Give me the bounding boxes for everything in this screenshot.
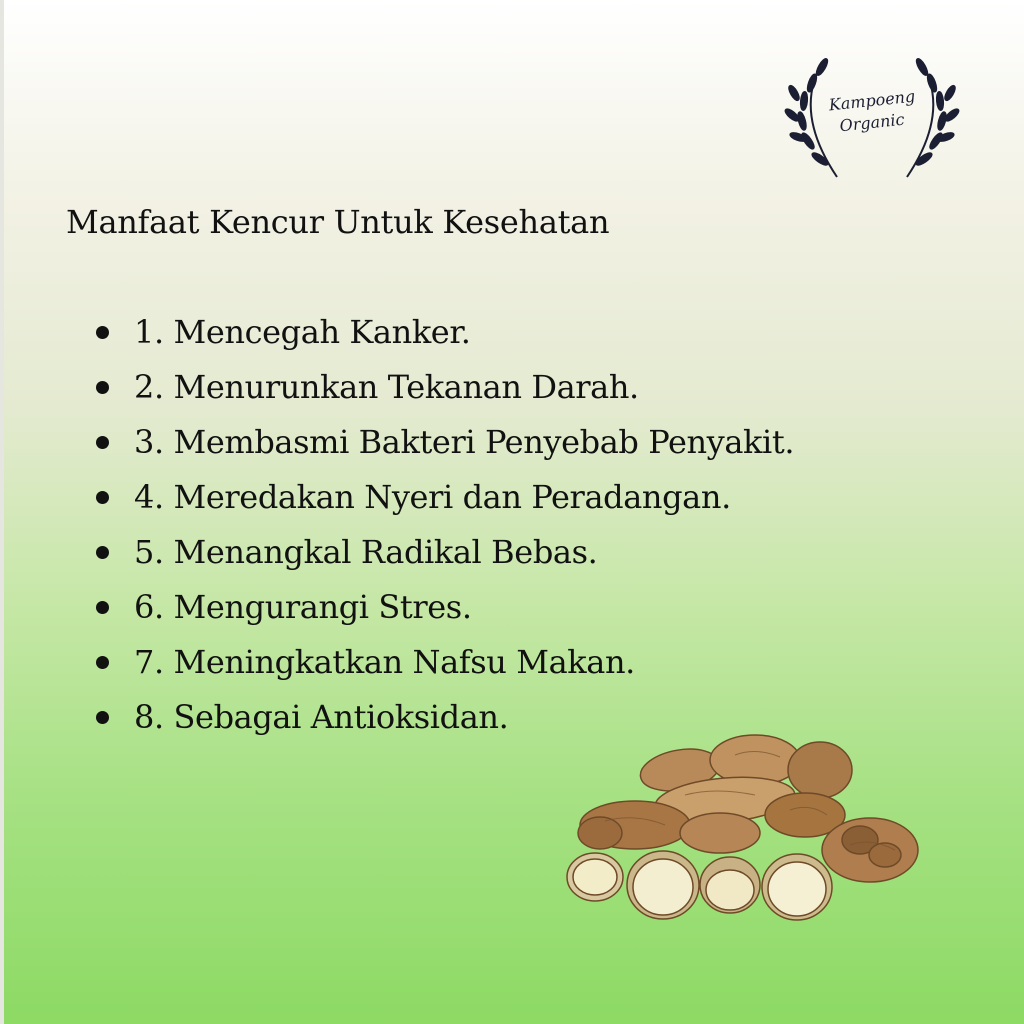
bullet-icon xyxy=(96,436,109,449)
bullet-icon xyxy=(96,381,109,394)
left-edge-strip xyxy=(0,0,4,1024)
benefit-list xyxy=(96,305,794,745)
benefit-item xyxy=(96,525,794,580)
benefit-text: 6. Mengurangi Stres. xyxy=(134,588,472,626)
bullet-icon xyxy=(96,326,109,339)
benefit-item xyxy=(96,415,794,470)
benefit-item xyxy=(96,470,794,525)
page-title: Manfaat Kencur Untuk Kesehatan xyxy=(66,203,610,241)
benefit-text: 2. Menurunkan Tekanan Darah. xyxy=(134,368,639,406)
logo-text-line1: Kampoeng xyxy=(827,86,917,115)
benefit-item xyxy=(96,360,794,415)
benefit-item xyxy=(96,635,794,690)
benefit-text: 7. Meningkatkan Nafsu Makan. xyxy=(134,643,635,681)
benefit-text: 1. Mencegah Kanker. xyxy=(134,313,471,351)
bullet-icon xyxy=(96,491,109,504)
benefit-text: 4. Meredakan Nyeri dan Peradangan. xyxy=(134,478,731,516)
bullet-icon xyxy=(96,711,109,724)
benefit-text: 8. Sebagai Antioksidan. xyxy=(134,698,509,736)
bullet-icon xyxy=(96,656,109,669)
bullet-icon xyxy=(96,546,109,559)
benefit-text: 5. Menangkal Radikal Bebas. xyxy=(134,533,598,571)
benefit-item xyxy=(96,305,794,360)
kencur-rhizome-photo xyxy=(565,725,930,930)
bullet-icon xyxy=(96,601,109,614)
benefit-text: 3. Membasmi Bakteri Penyebab Penyakit. xyxy=(134,423,795,461)
logo-text-line2: Organic xyxy=(838,109,906,136)
kencur-rhizome-icon xyxy=(565,725,930,930)
benefit-item xyxy=(96,580,794,635)
brand-logo xyxy=(782,55,962,185)
